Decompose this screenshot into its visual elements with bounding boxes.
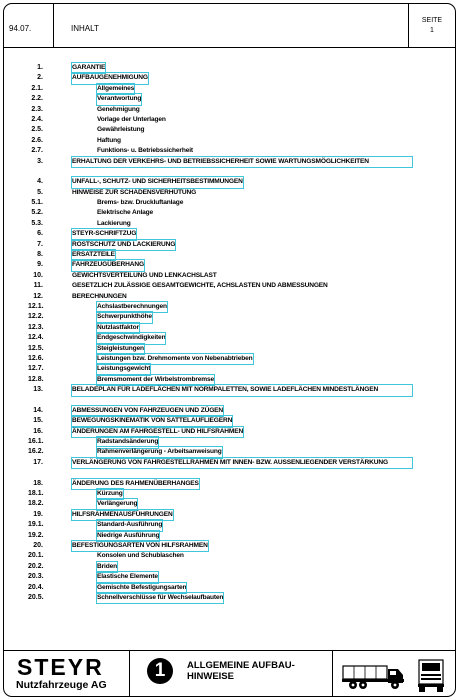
toc-entry [0, 499, 459, 509]
section-title-line2: HINWEISE [187, 671, 234, 682]
footer-rule [3, 650, 456, 651]
toc-number: 18.2. [28, 500, 44, 508]
toc-subsection-title: Leistungen bzw. Drehmomente von Nebenabtrieben [97, 354, 253, 364]
toc-entry [0, 229, 459, 239]
toc-number: 2.1. [31, 84, 43, 92]
toc-subsection-title: Funktions- u. Betriebssicherheit [97, 147, 193, 155]
toc-number: 6. [37, 230, 43, 238]
toc-subsection-title: Vorlage der Unterlagen [97, 115, 166, 123]
toc-entry [0, 562, 459, 572]
toc-entry [0, 146, 459, 156]
toc-number: 12.4. [28, 334, 44, 342]
toc-number: 5.2. [31, 209, 43, 217]
toc-subsection-title: Verantwortung [97, 94, 141, 104]
toc-chapter-title: ÄNDERUNGEN AM FAHRGESTELL- UND HILFSRAHMEN [72, 427, 243, 437]
toc-subsection-title: Steigleistungen [97, 344, 144, 354]
toc-chapter-title: ROSTSCHUTZ UND LACKIERUNG [72, 240, 175, 250]
toc-entry [0, 125, 459, 135]
toc-number: 19.1. [28, 521, 44, 529]
toc-number: 9. [37, 261, 43, 269]
toc-number: 2.5. [31, 126, 43, 134]
toc-chapter-title: GEWICHTSVERTEILUNG UND LENKACHSLAST [72, 271, 217, 279]
toc-subsection-title: Endgeschwindigkeiten [97, 333, 165, 343]
toc-number: 5.3. [31, 219, 43, 227]
toc-number: 10. [33, 271, 43, 279]
toc-entry [0, 312, 459, 322]
toc-chapter-title: HINWEISE ZUR SCHADENSVERHÜTUNG [72, 188, 197, 196]
toc-chapter-title: HILFSRAHMENAUSFÜHRUNGEN [72, 510, 173, 520]
brand-logo: STEYR [17, 654, 104, 680]
footer-divider [332, 650, 333, 697]
toc-subsection-title: Rahmenverlängerung - Arbeitsanweisung [97, 447, 222, 457]
toc-number: 15. [33, 417, 43, 425]
header-divider [53, 3, 54, 48]
toc-number: 20.4. [28, 583, 44, 591]
truck-icon [339, 652, 453, 694]
toc-subsection-title: Gewährleistung [97, 126, 145, 134]
toc-entry [0, 73, 459, 83]
toc-number: 12.5. [28, 344, 44, 352]
toc-subsection-title: Haftung [97, 136, 121, 144]
toc-chapter-title: BERECHNUNGEN [72, 292, 127, 300]
toc-subsection-title: Standard-Ausführung [97, 520, 162, 530]
toc-number: 19. [33, 510, 43, 518]
toc-chapter-title: ERHALTUNG DER VERKEHRS- UND BETRIEBSSICHERHEIT SOWIE WARTUNGSMÖGLICHKEITEN [72, 157, 412, 167]
toc-entry [0, 260, 459, 270]
toc-subsection-title: Allgemeines [97, 84, 134, 94]
section-title-line1: ALLGEMEINE AUFBAU- [187, 660, 295, 671]
toc-entry [0, 94, 459, 104]
toc-entry [0, 333, 459, 343]
toc-entry [0, 63, 459, 73]
toc-number: 13. [33, 386, 43, 394]
toc-number: 18. [33, 479, 43, 487]
toc-entry [0, 208, 459, 218]
toc-chapter-title: VERLÄNGERUNG VON FAHRGESTELLRAHMEN MIT INNEN- BZW. AUSSENLIEGENDER VERSTÄRKUNG [72, 458, 412, 468]
toc-number: 11. [33, 282, 43, 290]
toc-number: 4. [37, 178, 43, 186]
toc-number: 16.1. [28, 438, 44, 446]
toc-entry [0, 344, 459, 354]
toc-subsection-title: Elastische Elemente [97, 572, 158, 582]
toc-subsection-title: Schnellverschlüsse für Wechselaufbauten [97, 593, 223, 603]
toc-entry [0, 520, 459, 530]
toc-entry [0, 593, 459, 603]
toc-entry [0, 364, 459, 374]
toc-subsection-title: Brems- bzw. Druckluftanlage [97, 199, 184, 207]
toc-number: 20.5. [28, 593, 44, 601]
toc-entry [0, 531, 459, 541]
toc-number: 8. [37, 251, 43, 259]
toc-subsection-title: Kürzung [97, 489, 123, 499]
toc-number: 12.8. [28, 375, 44, 383]
toc-chapter-title: ABMESSUNGEN VON FAHRZEUGEN UND ZÜGEN [72, 406, 223, 416]
toc-entry [0, 437, 459, 447]
toc-number: 12. [33, 292, 43, 300]
toc-entry [0, 177, 459, 187]
toc-subsection-title: Genehmigung [97, 105, 140, 113]
toc-chapter-title: ÄNDERUNG DES RAHMENÜBERHANGES [72, 479, 199, 489]
header-rule [3, 47, 456, 48]
toc-subsection-title: Verlängerung [97, 499, 137, 509]
toc-entry [0, 427, 459, 437]
toc-subsection-title: Gemischte Befestigungsarten [97, 583, 186, 593]
toc-subsection-title: Schwerpunkthöhe [97, 312, 152, 322]
toc-number: 12.6. [28, 354, 44, 362]
toc-entry [0, 281, 459, 291]
toc-number: 2.3. [31, 105, 43, 113]
toc-number: 2.7. [31, 147, 43, 155]
toc-entry [0, 406, 459, 416]
toc-entry [0, 198, 459, 208]
toc-entry [0, 292, 459, 302]
toc-number: 3. [37, 157, 43, 165]
toc-entry [0, 541, 459, 551]
toc-entry [0, 240, 459, 250]
page-title: INHALT [71, 24, 99, 33]
toc-number: 17. [33, 458, 43, 466]
page-footer [3, 650, 456, 697]
toc-number: 12.7. [28, 365, 44, 373]
toc-number: 20.3. [28, 573, 44, 581]
toc-number: 7. [37, 240, 43, 248]
toc-entry [0, 271, 459, 281]
toc-chapter-title: STEYR-SCHRIFTZUG [72, 229, 136, 239]
toc-chapter-title: BEFESTIGUNGSARTEN VON HILFSRAHMEN [72, 541, 208, 551]
toc-entry [0, 375, 459, 385]
toc-subsection-title: Lackierung [97, 219, 131, 227]
toc-entry [0, 572, 459, 582]
toc-number: 20. [33, 542, 43, 550]
doc-date: 94.07. [9, 24, 32, 33]
toc-number: 5. [37, 188, 43, 196]
toc-chapter-title: BELADEPLAN FÜR LADEFLÄCHEN MIT NORMPALETTEN, SOWIE LADEFLÄCHEN MINDESTLÄNGEN [72, 385, 412, 395]
toc-chapter-title: GESETZLICH ZULÄSSIGE GESAMTGEWICHTE, ACHSLASTEN UND ABMESSUNGEN [72, 282, 328, 290]
toc-number: 2.4. [31, 115, 43, 123]
toc-subsection-title: Bremsmoment der Wirbelstrombremse [97, 375, 214, 385]
toc-entry [0, 136, 459, 146]
toc-entry [0, 250, 459, 260]
toc-entry [0, 416, 459, 426]
toc-chapter-title: GARANTIE [72, 63, 105, 73]
toc-subsection-title: Konsolen und Schublaschen [97, 552, 184, 560]
toc-number: 19.2. [28, 531, 44, 539]
toc-number: 2.2. [31, 95, 43, 103]
page-number: 1 [430, 27, 434, 34]
toc-number: 12.1. [28, 303, 44, 310]
toc-subsection-title: Niedrige Ausführung [97, 531, 159, 541]
toc-entry [0, 354, 459, 364]
toc-number: 12.2. [28, 313, 44, 321]
toc-entry [0, 583, 459, 593]
toc-entry [0, 479, 459, 489]
toc-entry [0, 458, 459, 479]
toc-number: 1. [37, 64, 43, 71]
toc-entry [0, 551, 459, 561]
toc-number: 5.1. [31, 199, 43, 207]
brand-subtitle: Nutzfahrzeuge AG [16, 679, 107, 691]
toc-number: 16.2. [28, 448, 44, 456]
toc-entry [0, 323, 459, 333]
toc-entry [0, 447, 459, 457]
toc-chapter-title: BEWEGUNGSKINEMATIK VON SATTELAUFLIEGERN [72, 416, 232, 426]
toc-number: 16. [33, 427, 43, 435]
toc-number: 2.6. [31, 136, 43, 144]
toc-number: 14. [33, 406, 43, 414]
toc-entry [0, 385, 459, 406]
toc-entry [0, 115, 459, 125]
toc-entry [0, 489, 459, 499]
toc-number: 2. [37, 74, 43, 82]
toc-subsection-title: Achslastberechnungen [97, 302, 167, 312]
section-number-badge: 1 [147, 658, 173, 684]
toc-chapter-title: ERSATZTEILE [72, 250, 115, 260]
toc-subsection-title: Nutzlastfaktor [97, 323, 139, 333]
toc-subsection-title: Elektrische Anlage [97, 209, 154, 217]
toc-entry [0, 302, 459, 312]
toc-number: 20.2. [28, 562, 44, 570]
toc-entry [0, 84, 459, 94]
toc-subsection-title: Leistungsgewicht [97, 364, 150, 374]
toc-chapter-title: AUFBAUGENEHMIGUNG [72, 73, 148, 83]
header-divider [408, 3, 409, 48]
toc-chapter-title: UNFALL-, SCHUTZ- UND SICHERHEITSBESTIMMUNGEN [72, 177, 243, 187]
toc-entry [0, 157, 459, 178]
toc-entry [0, 188, 459, 198]
toc-number: 20.1. [28, 552, 44, 560]
toc-number: 12.3. [28, 323, 44, 331]
toc-subsection-title: Radstandsänderung [97, 437, 158, 447]
toc-subsection-title: Briden [97, 562, 117, 572]
toc-entry [0, 105, 459, 115]
page-header [3, 3, 456, 48]
toc-chapter-title: FAHRZEUGÜBERHANG [72, 260, 144, 270]
toc-entry [0, 219, 459, 229]
toc-entry [0, 510, 459, 520]
footer-divider [129, 650, 130, 697]
page-label: SEITE [421, 17, 443, 24]
toc-number: 18.1. [28, 490, 44, 498]
table-of-contents [0, 63, 459, 603]
